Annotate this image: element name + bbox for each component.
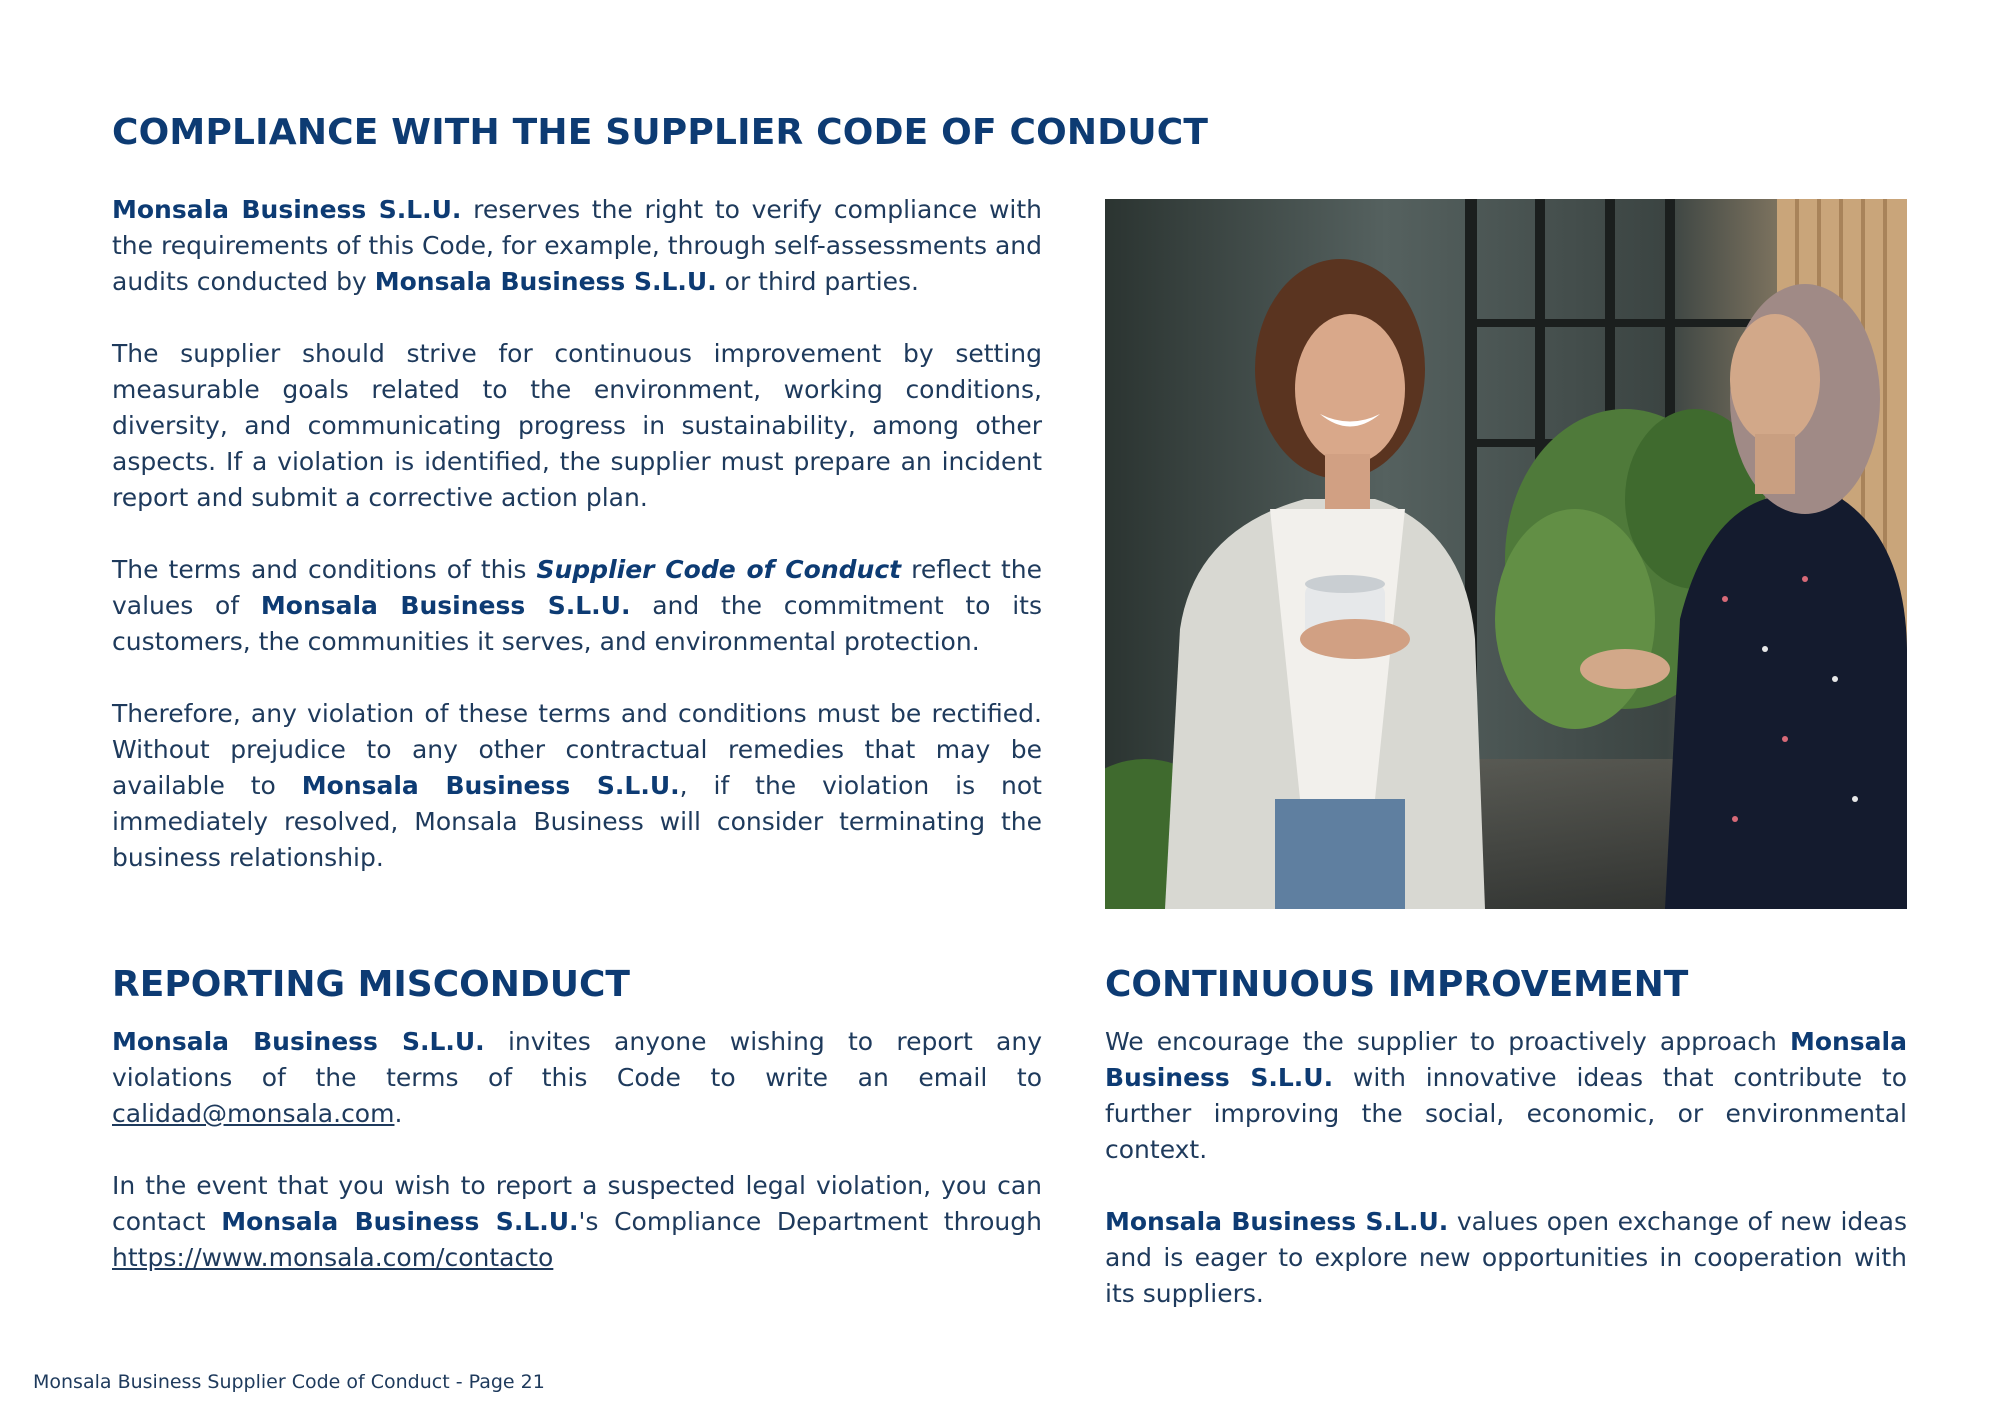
- company-name: Monsala Business S.L.U.: [374, 267, 717, 296]
- paragraph: [1105, 1024, 1907, 1168]
- paragraph: The supplier should strive for continuous improvement by setting measurable goals related to the environment, working conditions, diversity, and communicating progress in sustainability, among other aspects. If a violation is identified, the supplier must prepare an incident report and submit a corrective action plan.: [112, 339, 1042, 512]
- company-name: Monsala Business S.L.U.: [112, 195, 462, 224]
- company-name: Monsala Business S.L.U.: [260, 591, 631, 620]
- text: .: [394, 1099, 403, 1128]
- section-heading-improvement: CONTINUOUS IMPROVEMENT: [1105, 964, 1689, 1005]
- text: reserves the right to verify compliance with the requirements of this Code, for example, through self-assessments and audits conducted by: [112, 195, 1042, 296]
- text: or third parties.: [716, 267, 920, 296]
- company-name: Monsala Business S.L.U.: [1105, 1207, 1449, 1236]
- compliance-section: [112, 192, 1042, 876]
- text: We encourage the supplier to proactively approach: [1105, 1027, 1790, 1056]
- company-name: Monsala Business S.L.U.: [112, 1027, 485, 1056]
- company-name: Monsala Business S.L.U.: [301, 771, 680, 800]
- page-footer: Monsala Business Supplier Code of Conduct - Page 21: [33, 1371, 545, 1393]
- office-photo: [1105, 199, 1907, 909]
- company-name: Monsala Business S.L.U.: [1105, 1027, 1907, 1092]
- paragraph: [112, 192, 1042, 300]
- contact-url-link[interactable]: https://www.monsala.com/contacto: [112, 1243, 554, 1272]
- paragraph: [112, 1024, 1042, 1132]
- text: with innovative ideas that contribute to further improving the social, economic, or environmental context.: [1105, 1063, 1908, 1164]
- paragraph: [112, 696, 1042, 876]
- text: invites anyone wishing to report any violations of the terms of this Code to write an email to: [112, 1027, 1042, 1092]
- text: Therefore, any violation of these terms and conditions must be rectified. Without prejudice to any other contractual remedies that may be available to: [112, 699, 1042, 800]
- text: The terms and conditions of this: [112, 555, 537, 584]
- company-name: Monsala Business S.L.U.: [221, 1207, 579, 1236]
- section-heading-reporting: REPORTING MISCONDUCT: [112, 964, 630, 1005]
- photo-illustration: [1105, 199, 1907, 909]
- text: and the commitment to its customers, the communities it serves, and environmental protection.: [112, 591, 1042, 656]
- improvement-section: [1105, 1024, 1907, 1312]
- paragraph: [112, 552, 1042, 660]
- text: 's Compliance Department through: [578, 1207, 1042, 1236]
- text: values open exchange of new ideas and is eager to explore new opportunities in cooperation with its suppliers.: [1105, 1207, 1907, 1308]
- reporting-section: [112, 1024, 1042, 1276]
- text: , if the violation is not immediately resolved, Monsala Business will consider terminating the business relationship.: [112, 771, 1042, 872]
- page-title: COMPLIANCE WITH THE SUPPLIER CODE OF CONDUCT: [112, 112, 1209, 153]
- paragraph: [1105, 1204, 1907, 1312]
- paragraph: [112, 1168, 1042, 1276]
- text: In the event that you wish to report a suspected legal violation, you can contact: [112, 1171, 1042, 1236]
- code-title: Supplier Code of Conduct: [536, 555, 902, 584]
- text: reflect the values of: [112, 555, 1042, 620]
- email-link[interactable]: calidad@monsala.com: [112, 1099, 395, 1128]
